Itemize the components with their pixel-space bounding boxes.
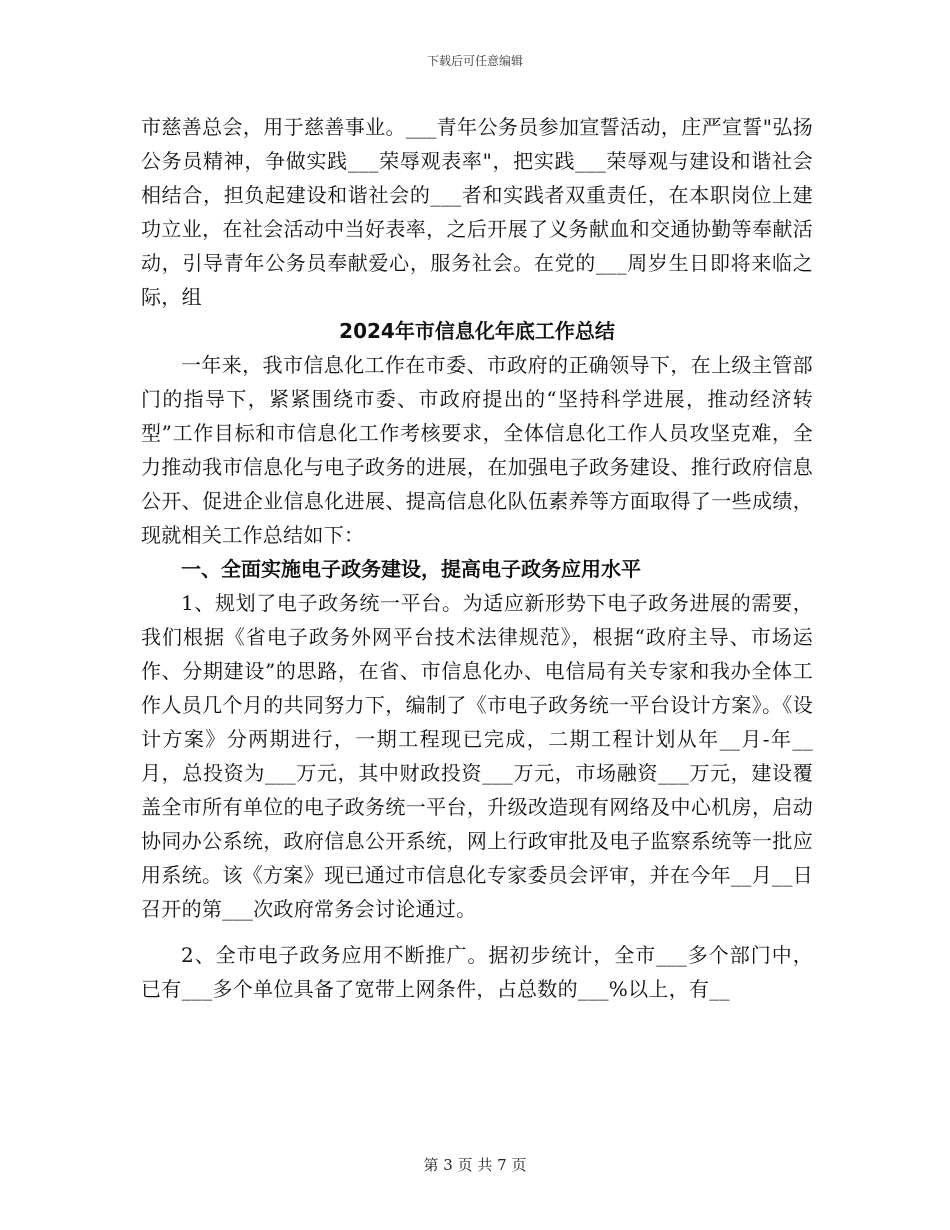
item-1-paragraph: 1、规划了电子政务统一平台。为适应新形势下电子政务进展的需要，我们根据《省电子政务外网平台技术法律规范》，根据“政府主导、市场运作、分期建设”的思路，在省、市信息化办、电信局有关专家和我办全体工作人员几个月的共同努力下，编制了《市电子政务统一平台设计方案》。《设计方案》分两期进行，一期工程现已完成，二期工程计划从年__月-年__月，总投资为___万元，其中财政投资___万元，市场融资___万元，建设覆盖全市所有单位的电子政务统一平台，升级改造现有网络及中心机房，启动协同办公系统，政府信息公开系统，网上行政审批及电子监察系统等一批应用系统。该《方案》现已通过市信息化专家委员会评审，并在今年__月__日召开的第___次政府常务会讨论通过。 [141,591,813,921]
intro-paragraph: 一年来，我市信息化工作在市委、市政府的正确领导下，在上级主管部门的指导下，紧紧围绕市委、市政府提出的“坚持科学进展，推动经济转型”工作目标和市信息化工作考核要求，全体信息化工作人员攻坚克难，全力推动我市信息化与电子政务的进展，在加强电子政务建设、推行政府信息公开、促进企业信息化进展、提高信息化队伍素养等方面取得了一些成绩，现就相关工作总结如下： [141,353,813,547]
document-title: 2024年市信息化年底工作总结 [339,319,615,343]
page-number-footer: 第 3 页 共 7 页 [423,1156,527,1174]
item-2-paragraph: 2、全市电子政务应用不断推广。据初步统计，全市___多个部门中，已有___多个单位具备了宽带上网条件，占总数的___%以上，有__ [141,943,813,1001]
continued-paragraph: 市慈善总会，用于慈善事业。___青年公务员参加宣誓活动，庄严宣誓"弘扬公务员精神，争做实践___荣辱观表率"，把实践___荣辱观与建设和谐社会相结合，担负起建设和谐社会的___者和实践者双重责任，在本职岗位上建功立业，在社会活动中当好表率，之后开展了义务献血和交通协勤等奉献活动，引导青年公务员奉献爱心，服务社会。在党的___周岁生日即将来临之际，组 [141,115,813,309]
section-1-heading: 一、全面实施电子政务建设，提高电子政务应用水平 [181,557,641,581]
page-header-note: 下载后可任意编辑 [426,54,523,68]
document-body [141,110,813,1006]
